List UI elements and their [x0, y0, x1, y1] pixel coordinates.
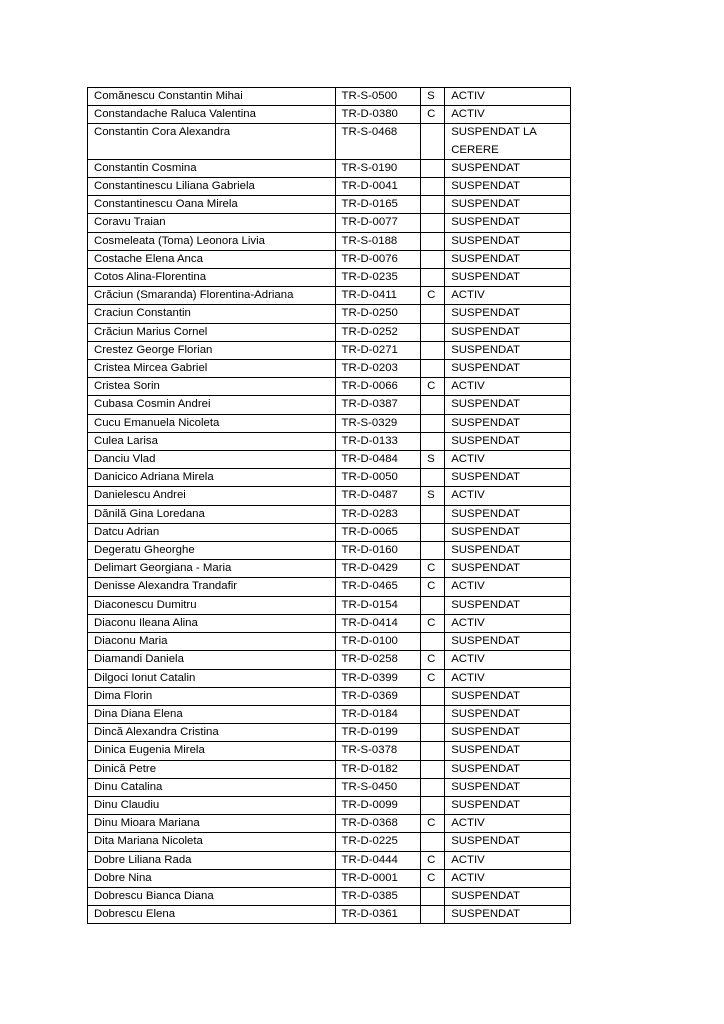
registry-table [87, 87, 571, 924]
category-flag-cell [421, 724, 445, 742]
status-cell: ACTIV [445, 815, 571, 833]
table-row [88, 560, 571, 578]
category-flag-cell [421, 432, 445, 450]
member-name-cell: Dilgoci Ionut Catalin [88, 669, 336, 687]
status-cell: SUSPENDAT [445, 396, 571, 414]
category-flag-cell [421, 778, 445, 796]
registration-code-cell: TR-D-0250 [335, 305, 421, 323]
category-flag-cell [421, 523, 445, 541]
category-flag-cell: C [421, 669, 445, 687]
member-name-cell: Danielescu Andrei [88, 487, 336, 505]
category-flag-cell: S [421, 88, 445, 106]
category-flag-cell: S [421, 487, 445, 505]
status-cell: SUSPENDAT [445, 906, 571, 924]
member-name-cell: Dobre Liliana Rada [88, 851, 336, 869]
category-flag-cell [421, 796, 445, 814]
status-cell: SUSPENDAT LA CERERE [445, 124, 571, 159]
category-flag-cell [421, 178, 445, 196]
registration-code-cell: TR-S-0188 [335, 232, 421, 250]
member-name-cell: Dinu Catalina [88, 778, 336, 796]
registration-code-cell: TR-D-0368 [335, 815, 421, 833]
status-cell: SUSPENDAT [445, 341, 571, 359]
table-row [88, 687, 571, 705]
category-flag-cell [421, 469, 445, 487]
registration-code-cell: TR-D-0235 [335, 269, 421, 287]
category-flag-cell [421, 250, 445, 268]
status-cell: SUSPENDAT [445, 760, 571, 778]
status-cell: SUSPENDAT [445, 432, 571, 450]
member-name-cell: Dinica Eugenia Mirela [88, 742, 336, 760]
member-name-cell: Culea Larisa [88, 432, 336, 450]
status-cell: SUSPENDAT [445, 705, 571, 723]
member-name-cell: Diaconu Maria [88, 633, 336, 651]
table-row [88, 269, 571, 287]
status-cell: ACTIV [445, 451, 571, 469]
category-flag-cell [421, 505, 445, 523]
status-cell: ACTIV [445, 106, 571, 124]
category-flag-cell: C [421, 287, 445, 305]
member-name-cell: Denisse Alexandra Trandafir [88, 578, 336, 596]
registry-table-body [88, 88, 571, 924]
status-cell: SUSPENDAT [445, 523, 571, 541]
category-flag-cell [421, 323, 445, 341]
table-row [88, 341, 571, 359]
registration-code-cell: TR-D-0399 [335, 669, 421, 687]
member-name-cell: Cosmeleata (Toma) Leonora Livia [88, 232, 336, 250]
table-row [88, 360, 571, 378]
table-row [88, 742, 571, 760]
category-flag-cell: C [421, 651, 445, 669]
member-name-cell: Crestez George Florian [88, 341, 336, 359]
status-cell: ACTIV [445, 669, 571, 687]
category-flag-cell [421, 124, 445, 159]
category-flag-cell [421, 542, 445, 560]
status-cell: SUSPENDAT [445, 560, 571, 578]
status-cell: SUSPENDAT [445, 542, 571, 560]
status-cell: SUSPENDAT [445, 269, 571, 287]
status-cell: SUSPENDAT [445, 323, 571, 341]
status-cell: ACTIV [445, 651, 571, 669]
table-row [88, 196, 571, 214]
registration-code-cell: TR-D-0271 [335, 341, 421, 359]
registration-code-cell: TR-D-0484 [335, 451, 421, 469]
status-cell: ACTIV [445, 869, 571, 887]
member-name-cell: Datcu Adrian [88, 523, 336, 541]
table-row [88, 232, 571, 250]
table-row [88, 633, 571, 651]
table-row [88, 887, 571, 905]
status-cell: SUSPENDAT [445, 833, 571, 851]
status-cell: SUSPENDAT [445, 305, 571, 323]
status-cell: SUSPENDAT [445, 214, 571, 232]
registration-code-cell: TR-D-0487 [335, 487, 421, 505]
category-flag-cell [421, 360, 445, 378]
status-cell: ACTIV [445, 378, 571, 396]
table-row [88, 88, 571, 106]
registration-code-cell: TR-D-0077 [335, 214, 421, 232]
table-row [88, 323, 571, 341]
registration-code-cell: TR-D-0154 [335, 596, 421, 614]
status-cell: SUSPENDAT [445, 778, 571, 796]
registration-code-cell: TR-S-0329 [335, 414, 421, 432]
status-cell: SUSPENDAT [445, 360, 571, 378]
table-row [88, 469, 571, 487]
member-name-cell: Costache Elena Anca [88, 250, 336, 268]
table-row [88, 124, 571, 159]
member-name-cell: Cotos Alina-Florentina [88, 269, 336, 287]
table-row [88, 651, 571, 669]
status-cell: ACTIV [445, 287, 571, 305]
status-cell: ACTIV [445, 614, 571, 632]
member-name-cell: Dima Florin [88, 687, 336, 705]
category-flag-cell [421, 633, 445, 651]
status-cell: SUSPENDAT [445, 414, 571, 432]
registration-code-cell: TR-D-0361 [335, 906, 421, 924]
member-name-cell: Dinică Petre [88, 760, 336, 778]
status-cell: SUSPENDAT [445, 178, 571, 196]
member-name-cell: Constantin Cosmina [88, 159, 336, 177]
registration-code-cell: TR-D-0160 [335, 542, 421, 560]
member-name-cell: Cristea Sorin [88, 378, 336, 396]
status-cell: ACTIV [445, 88, 571, 106]
registration-code-cell: TR-D-0411 [335, 287, 421, 305]
category-flag-cell [421, 906, 445, 924]
category-flag-cell: C [421, 869, 445, 887]
status-cell: SUSPENDAT [445, 724, 571, 742]
status-cell: SUSPENDAT [445, 742, 571, 760]
category-flag-cell [421, 742, 445, 760]
registration-code-cell: TR-D-0385 [335, 887, 421, 905]
status-cell: SUSPENDAT [445, 232, 571, 250]
member-name-cell: Cubasa Cosmin Andrei [88, 396, 336, 414]
category-flag-cell [421, 159, 445, 177]
registration-code-cell: TR-D-0225 [335, 833, 421, 851]
registration-code-cell: TR-D-0429 [335, 560, 421, 578]
table-row [88, 614, 571, 632]
category-flag-cell [421, 196, 445, 214]
registration-code-cell: TR-S-0190 [335, 159, 421, 177]
table-row [88, 796, 571, 814]
member-name-cell: Danicico Adriana Mirela [88, 469, 336, 487]
table-row [88, 705, 571, 723]
category-flag-cell [421, 305, 445, 323]
registration-code-cell: TR-D-0465 [335, 578, 421, 596]
registration-code-cell: TR-S-0468 [335, 124, 421, 159]
category-flag-cell: C [421, 560, 445, 578]
member-name-cell: Comănescu Constantin Mihai [88, 88, 336, 106]
status-cell: SUSPENDAT [445, 505, 571, 523]
member-name-cell: Dincă Alexandra Cristina [88, 724, 336, 742]
registration-code-cell: TR-D-0066 [335, 378, 421, 396]
table-row [88, 578, 571, 596]
table-row [88, 396, 571, 414]
category-flag-cell [421, 214, 445, 232]
member-name-cell: Crăciun Marius Cornel [88, 323, 336, 341]
category-flag-cell: C [421, 815, 445, 833]
status-cell: ACTIV [445, 851, 571, 869]
member-name-cell: Delimart Georgiana - Maria [88, 560, 336, 578]
table-row [88, 287, 571, 305]
table-row [88, 778, 571, 796]
status-cell: SUSPENDAT [445, 687, 571, 705]
category-flag-cell [421, 414, 445, 432]
status-cell: SUSPENDAT [445, 796, 571, 814]
table-row [88, 542, 571, 560]
table-row [88, 305, 571, 323]
registration-code-cell: TR-D-0199 [335, 724, 421, 742]
category-flag-cell [421, 341, 445, 359]
category-flag-cell [421, 687, 445, 705]
table-row [88, 178, 571, 196]
table-row [88, 487, 571, 505]
table-row [88, 724, 571, 742]
table-row [88, 159, 571, 177]
table-row [88, 250, 571, 268]
table-row [88, 815, 571, 833]
registration-code-cell: TR-D-0283 [335, 505, 421, 523]
status-cell: SUSPENDAT [445, 196, 571, 214]
table-row [88, 523, 571, 541]
registration-code-cell: TR-D-0133 [335, 432, 421, 450]
category-flag-cell: S [421, 451, 445, 469]
category-flag-cell: C [421, 578, 445, 596]
table-row [88, 760, 571, 778]
member-name-cell: Coravu Traian [88, 214, 336, 232]
table-row [88, 833, 571, 851]
registration-code-cell: TR-D-0165 [335, 196, 421, 214]
member-name-cell: Dobrescu Bianca Diana [88, 887, 336, 905]
status-cell: SUSPENDAT [445, 250, 571, 268]
table-row [88, 505, 571, 523]
registration-code-cell: TR-D-0041 [335, 178, 421, 196]
registration-code-cell: TR-D-0252 [335, 323, 421, 341]
registration-code-cell: TR-S-0378 [335, 742, 421, 760]
table-row [88, 906, 571, 924]
registration-code-cell: TR-D-0387 [335, 396, 421, 414]
table-row [88, 214, 571, 232]
category-flag-cell: C [421, 614, 445, 632]
member-name-cell: Diaconu Ileana Alina [88, 614, 336, 632]
registration-code-cell: TR-D-0100 [335, 633, 421, 651]
member-name-cell: Danciu Vlad [88, 451, 336, 469]
member-name-cell: Constantin Cora Alexandra [88, 124, 336, 159]
registration-code-cell: TR-D-0258 [335, 651, 421, 669]
table-row [88, 851, 571, 869]
member-name-cell: Dinu Claudiu [88, 796, 336, 814]
category-flag-cell [421, 596, 445, 614]
registration-code-cell: TR-D-0184 [335, 705, 421, 723]
member-name-cell: Craciun Constantin [88, 305, 336, 323]
member-name-cell: Cristea Mircea Gabriel [88, 360, 336, 378]
status-cell: SUSPENDAT [445, 159, 571, 177]
category-flag-cell [421, 705, 445, 723]
registration-code-cell: TR-D-0076 [335, 250, 421, 268]
registration-code-cell: TR-D-0444 [335, 851, 421, 869]
member-name-cell: Dita Mariana Nicoleta [88, 833, 336, 851]
member-name-cell: Constantinescu Oana Mirela [88, 196, 336, 214]
member-name-cell: Degeratu Gheorghe [88, 542, 336, 560]
status-cell: ACTIV [445, 578, 571, 596]
category-flag-cell [421, 760, 445, 778]
table-row [88, 669, 571, 687]
status-cell: SUSPENDAT [445, 596, 571, 614]
registration-code-cell: TR-D-0099 [335, 796, 421, 814]
category-flag-cell: C [421, 378, 445, 396]
table-row [88, 414, 571, 432]
category-flag-cell [421, 232, 445, 250]
member-name-cell: Cucu Emanuela Nicoleta [88, 414, 336, 432]
member-name-cell: Dănilă Gina Loredana [88, 505, 336, 523]
registration-code-cell: TR-D-0182 [335, 760, 421, 778]
registration-code-cell: TR-S-0450 [335, 778, 421, 796]
status-cell: SUSPENDAT [445, 633, 571, 651]
member-name-cell: Constantinescu Liliana Gabriela [88, 178, 336, 196]
member-name-cell: Crăciun (Smaranda) Florentina-Adriana [88, 287, 336, 305]
registration-code-cell: TR-S-0500 [335, 88, 421, 106]
registration-code-cell: TR-D-0414 [335, 614, 421, 632]
registration-code-cell: TR-D-0001 [335, 869, 421, 887]
table-row [88, 596, 571, 614]
member-name-cell: Constandache Raluca Valentina [88, 106, 336, 124]
registration-code-cell: TR-D-0369 [335, 687, 421, 705]
table-row [88, 432, 571, 450]
member-name-cell: Dinu Mioara Mariana [88, 815, 336, 833]
table-row [88, 451, 571, 469]
registration-code-cell: TR-D-0380 [335, 106, 421, 124]
category-flag-cell: C [421, 851, 445, 869]
member-name-cell: Diaconescu Dumitru [88, 596, 336, 614]
category-flag-cell [421, 833, 445, 851]
member-name-cell: Dina Diana Elena [88, 705, 336, 723]
table-row [88, 869, 571, 887]
category-flag-cell [421, 269, 445, 287]
registration-code-cell: TR-D-0050 [335, 469, 421, 487]
member-name-cell: Dobrescu Elena [88, 906, 336, 924]
table-row [88, 378, 571, 396]
status-cell: SUSPENDAT [445, 887, 571, 905]
registration-code-cell: TR-D-0203 [335, 360, 421, 378]
member-name-cell: Diamandi Daniela [88, 651, 336, 669]
status-cell: SUSPENDAT [445, 469, 571, 487]
table-row [88, 106, 571, 124]
registration-code-cell: TR-D-0065 [335, 523, 421, 541]
category-flag-cell [421, 396, 445, 414]
category-flag-cell [421, 887, 445, 905]
category-flag-cell: C [421, 106, 445, 124]
status-cell: ACTIV [445, 487, 571, 505]
member-name-cell: Dobre Nina [88, 869, 336, 887]
